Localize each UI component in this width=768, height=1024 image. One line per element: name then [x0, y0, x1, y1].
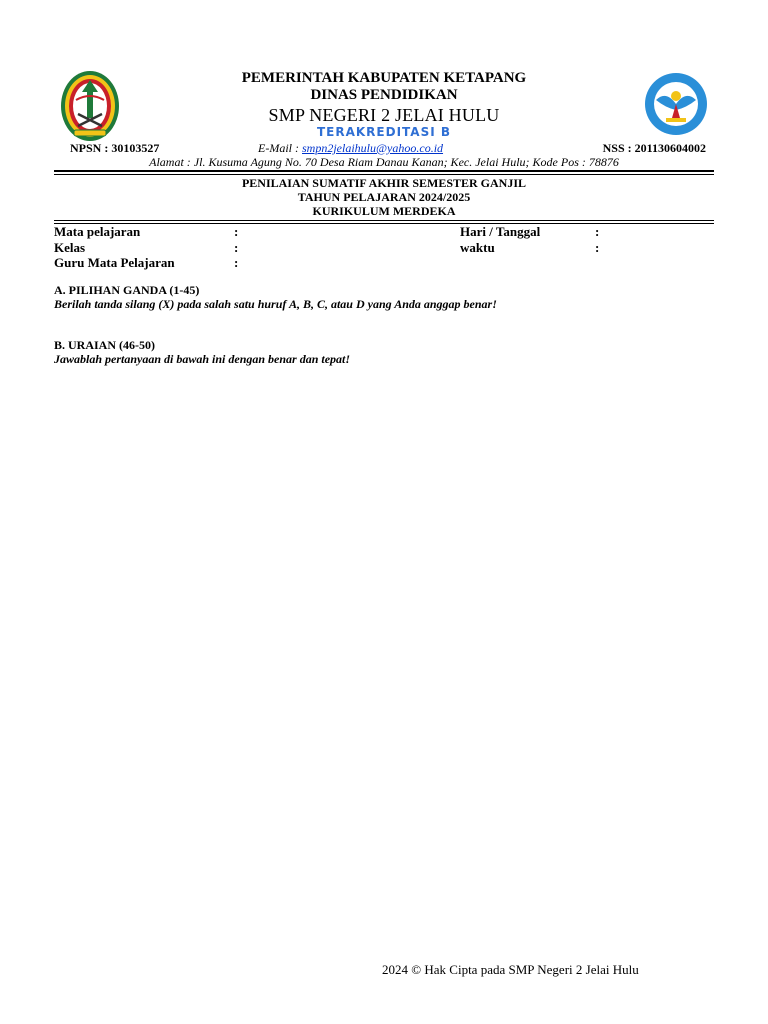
exam-title: PENILAIAN SUMATIF AKHIR SEMESTER GANJIL [241, 176, 527, 190]
academic-year: TAHUN PELAJARAN 2024/2025 [297, 190, 471, 204]
date-colon: : [595, 224, 600, 239]
subject-label: Mata pelajaran [54, 224, 141, 239]
email-line [258, 141, 443, 156]
curriculum-name: KURIKULUM MERDEKA [312, 204, 456, 218]
subject-colon: : [234, 224, 239, 239]
nss-label: NSS : 201130604002 [602, 141, 706, 155]
section-a-instruction: Berilah tanda silang (X) pada salah satu huruf A, B, C, atau D yang Anda anggap benar! [54, 297, 497, 311]
school-name: SMP NEGERI 2 JELAI HULU [268, 105, 500, 125]
time-label: waktu [460, 240, 495, 255]
footer-copyright: 2024 © Hak Cipta pada SMP Negeri 2 Jelai Hulu [382, 962, 639, 977]
school-address: Alamat : Jl. Kusuma Agung No. 70 Desa Riam Danau Kanan; Kec. Jelai Hulu; Kode Pos : 78876 [149, 155, 619, 169]
teacher-label: Guru Mata Pelajaran [54, 255, 175, 270]
section-a-title: A. PILIHAN GANDA (1-45) [54, 283, 200, 297]
department-name: DINAS PENDIDIKAN [310, 87, 458, 103]
time-colon: : [595, 240, 600, 255]
government-name: PEMERINTAH KABUPATEN KETAPANG [241, 70, 527, 86]
tut-wuri-handayani-icon [644, 70, 708, 138]
header-divider-thin [54, 174, 714, 175]
npsn-label: NPSN : 30103527 [70, 141, 160, 155]
teacher-colon: : [234, 255, 239, 270]
class-colon: : [234, 240, 239, 255]
section-b-instruction: Jawablah pertanyaan di bawah ini dengan benar dan tepat! [54, 352, 351, 366]
kabupaten-emblem-icon [60, 70, 120, 142]
email-link[interactable]: smpn2jelaihulu@yahoo.co.id [302, 141, 444, 155]
class-label: Kelas [54, 240, 86, 255]
title-divider-top [54, 220, 714, 221]
accreditation-label: TERAKREDITASI B [316, 125, 452, 139]
section-b-title: B. URAIAN (46-50) [54, 338, 155, 352]
email-label: E-Mail : [258, 141, 302, 155]
title-divider-bottom [54, 223, 714, 224]
header-divider-thick [54, 170, 714, 172]
date-label: Hari / Tanggal [460, 224, 541, 239]
